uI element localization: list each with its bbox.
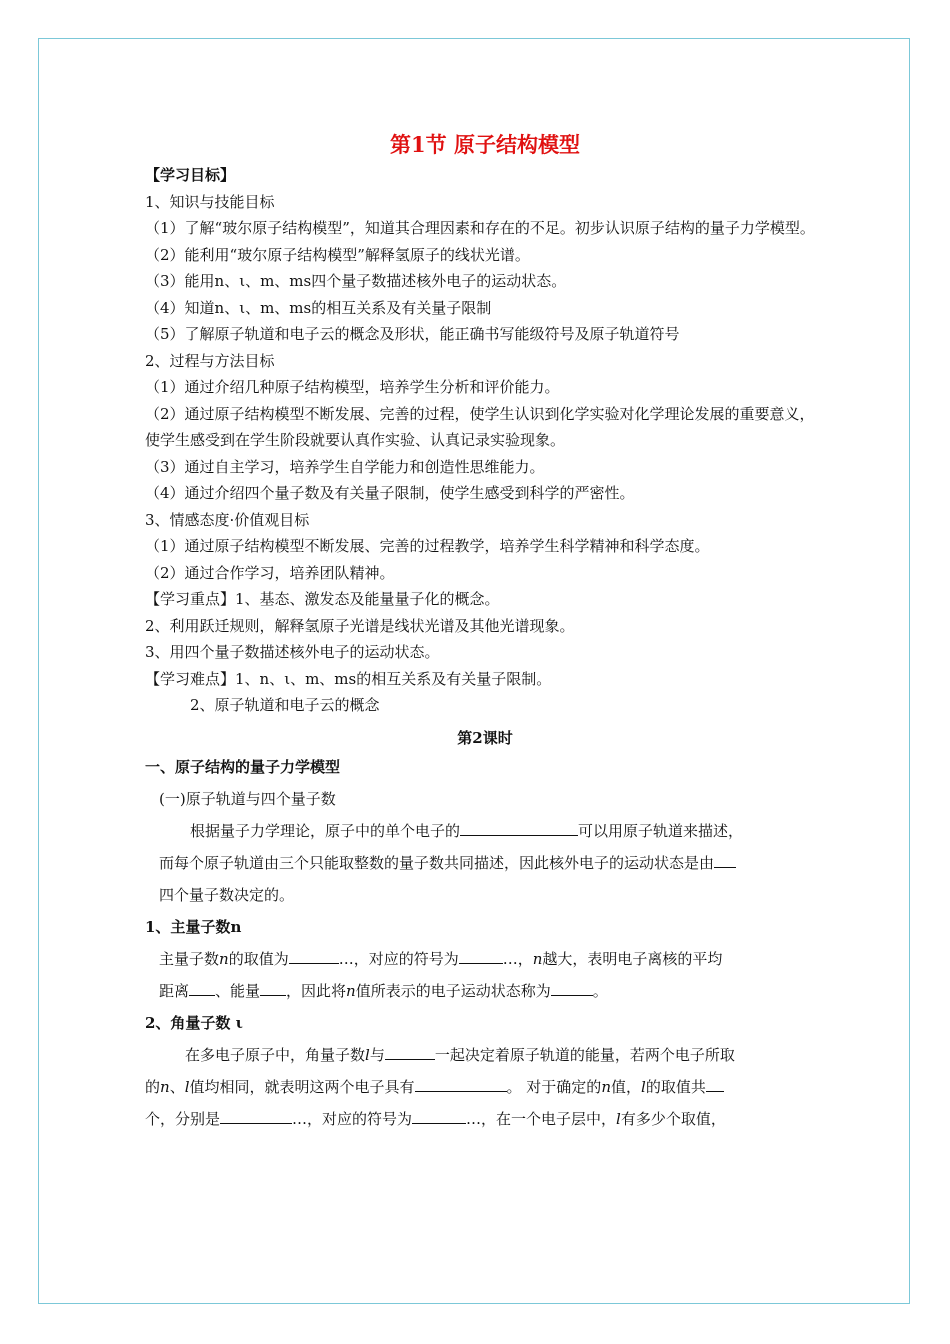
key-point-3: 3、用四个量子数描述核外电子的运动状态。: [145, 643, 440, 661]
fill-blank[interactable]: [220, 1108, 292, 1124]
difficulty-1: 【学习难点】1、n、ι、m、ms的相互关系及有关量子限制。: [145, 669, 552, 688]
fill-blank[interactable]: [415, 1076, 507, 1092]
n-heading: 1、主量子数n: [145, 918, 242, 936]
fill-blank[interactable]: [385, 1044, 435, 1060]
section1-para-line2: 而每个原子轨道由三个只能取整数的量子数共同描述，因此核外电子的运动状态是由: [145, 847, 825, 879]
fill-blank[interactable]: [459, 948, 503, 964]
knowledge-item-1: （1）了解“玻尔原子结构模型”，知道其合理因素和存在的不足。初步认识原子结构的量子力学模型。: [145, 219, 815, 237]
objectives-header: 【学习目标】: [145, 166, 236, 184]
process-item-2: （2）通过原子结构模型不断发展、完善的过程，使学生认识到化学实验对化学理论发展的重要意义，使学生感受到在学生阶段就要认真作实验、认真记录实验现象。: [145, 404, 815, 449]
emotion-heading: 3、情感态度·价值观目标: [145, 510, 310, 529]
fill-blank[interactable]: [460, 820, 578, 836]
document-title: 第1节 原子结构模型: [390, 132, 580, 157]
emotion-item-1: （1）通过原子结构模型不断发展、完善的过程教学，培养学生科学精神和科学态度。: [145, 537, 710, 555]
knowledge-heading: 1、知识与技能目标: [145, 192, 275, 211]
process-item-1: （1）通过介绍几种原子结构模型，培养学生分析和评价能力。: [145, 378, 560, 396]
key-point-1: 【学习重点】1、基态、激发态及能量量子化的概念。: [145, 590, 500, 608]
knowledge-item-2: （2）能利用“玻尔原子结构模型”解释氢原子的线状光谱。: [145, 245, 530, 264]
fill-blank[interactable]: [714, 852, 736, 868]
fill-blank[interactable]: [189, 980, 215, 996]
fill-blank[interactable]: [551, 980, 593, 996]
knowledge-item-5: （5）了解原子轨道和电子云的概念及形状，能正确书写能级符号及原子轨道符号: [145, 325, 680, 343]
n-para-line1: 主量子数n的取值为 …，对应的符号为 …，n越大，表明电子离核的平均: [159, 950, 723, 968]
section1-para-line1: 根据量子力学理论，原子中的单个电子的 可以用原子轨道来描述，: [190, 822, 744, 840]
n-para-line2: 距离 、能量 ，因此将n值所表示的电子运动状态称为 。: [159, 982, 608, 1000]
knowledge-item-3: （3）能用n、ι、m、ms四个量子数描述核外电子的运动状态。: [145, 272, 567, 290]
fill-blank[interactable]: [412, 1108, 466, 1124]
l-para-line3: 个，分别是 …，对应的符号为 …，在一个电子层中，l有多少个取值，: [145, 1110, 726, 1128]
section-1: [145, 751, 825, 1135]
fill-blank[interactable]: [706, 1076, 724, 1092]
l-para-line1: 在多电子原子中，角量子数l与 一起决定着原子轨道的能量，若两个电子所取: [185, 1046, 735, 1064]
process-heading: 2、过程与方法目标: [145, 351, 275, 370]
section1-sub: (一)原子轨道与四个量子数: [159, 790, 336, 808]
process-item-4: （4）通过介绍四个量子数及有关量子限制，使学生感受到科学的严密性。: [145, 484, 635, 502]
emotion-item-2: （2）通过合作学习，培养团队精神。: [145, 563, 395, 582]
l-heading: 2、角量子数 ι: [145, 1014, 243, 1032]
knowledge-item-4: （4）知道n、ι、m、ms的相互关系及有关量子限制: [145, 298, 492, 317]
l-para-line2: 的n、l值均相同，就表明这两个电子具有 。 对于确定的n值，l的取值共: [145, 1071, 825, 1103]
section1-heading: 一、原子结构的量子力学模型: [145, 758, 341, 776]
key-point-2: 2、利用跃迁规则，解释氢原子光谱是线状光谱及其他光谱现象。: [145, 616, 575, 635]
fill-blank[interactable]: [260, 980, 286, 996]
section1-para-line3: 四个量子数决定的。: [159, 886, 295, 904]
lesson-title: 第2课时: [457, 728, 513, 747]
document-body: [145, 130, 825, 1135]
difficulty-2: 2、原子轨道和电子云的概念: [190, 696, 380, 714]
fill-blank[interactable]: [289, 948, 339, 964]
process-item-3: （3）通过自主学习，培养学生自学能力和创造性思维能力。: [145, 457, 545, 476]
